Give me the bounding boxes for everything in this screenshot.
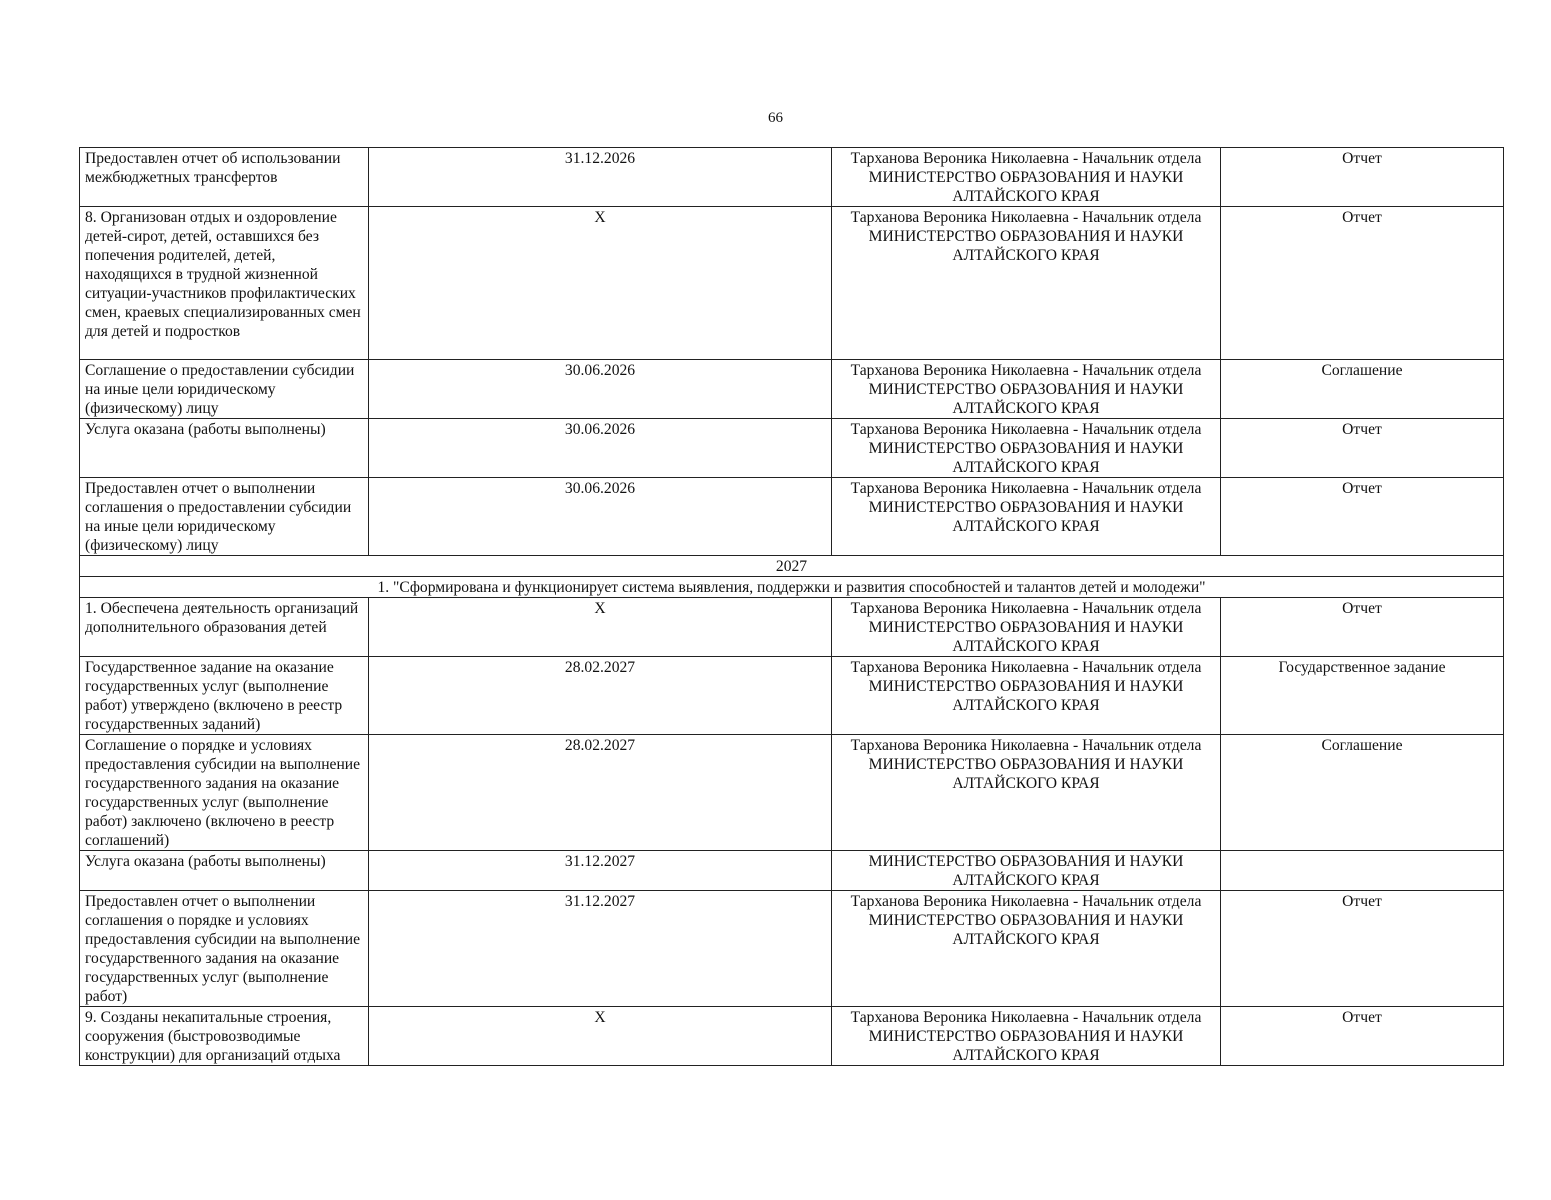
page-number: 66	[768, 110, 783, 126]
deadline-date: 31.12.2026	[369, 148, 832, 207]
result-description: Соглашение о предоставлении субсидии на иные цели юридическому (физическому) лицу	[80, 360, 369, 419]
responsible-cell	[832, 1007, 1221, 1066]
responsible-ministry: МИНИСТЕРСТВО ОБРАЗОВАНИЯ И НАУКИ АЛТАЙСКОГО КРАЯ	[868, 1028, 1184, 1064]
responsible-person: Тарханова Вероника Николаевна - Начальник отдела	[850, 659, 1202, 676]
deadline-date: 30.06.2026	[369, 478, 832, 556]
document-type: Государственное задание	[1221, 657, 1504, 735]
table-row	[80, 657, 1504, 735]
responsible-ministry: МИНИСТЕРСТВО ОБРАЗОВАНИЯ И НАУКИ АЛТАЙСКОГО КРАЯ	[868, 619, 1184, 655]
result-description: Предоставлен отчет о выполнении соглашения о порядке и условиях предоставления субсидии на выполнение государственного задания на оказание государственных услуг (выполнение работ)	[80, 891, 369, 1007]
responsible-cell	[832, 148, 1221, 207]
deadline-date: 28.02.2027	[369, 735, 832, 851]
table-row	[80, 419, 1504, 478]
document-type: Отчет	[1221, 207, 1504, 360]
responsible-person: Тарханова Вероника Николаевна - Начальник отдела	[850, 893, 1202, 910]
table-row	[80, 360, 1504, 419]
result-description: Соглашение о порядке и условиях предоставления субсидии на выполнение государственного задания на оказание государственных услуг (выполнение работ) заключено (включено в реестр соглашений)	[80, 735, 369, 851]
deadline-date: 28.02.2027	[369, 657, 832, 735]
responsible-cell	[832, 598, 1221, 657]
document-type: Отчет	[1221, 478, 1504, 556]
table-row	[80, 148, 1504, 207]
responsible-cell	[832, 478, 1221, 556]
section-heading: 1. "Сформирована и функционирует система выявления, поддержки и развития способностей и талантов детей и молодежи"	[80, 577, 1504, 598]
responsible-person: Тарханова Вероника Николаевна - Начальник отдела	[850, 421, 1202, 438]
deadline-date: 30.06.2026	[369, 419, 832, 478]
responsible-person: Тарханова Вероника Николаевна - Начальник отдела	[850, 737, 1202, 754]
table-row	[80, 851, 1504, 891]
document-type: Соглашение	[1221, 735, 1504, 851]
table-row	[80, 207, 1504, 360]
responsible-ministry: МИНИСТЕРСТВО ОБРАЗОВАНИЯ И НАУКИ АЛТАЙСКОГО КРАЯ	[868, 678, 1184, 714]
year-row	[80, 556, 1504, 577]
result-description: 9. Созданы некапитальные строения, сооружения (быстровозводимые конструкции) для организаций отдыха	[80, 1007, 369, 1066]
responsible-ministry: МИНИСТЕРСТВО ОБРАЗОВАНИЯ И НАУКИ АЛТАЙСКОГО КРАЯ	[868, 853, 1184, 889]
section-row	[80, 577, 1504, 598]
deadline-date: 31.12.2027	[369, 891, 832, 1007]
responsible-ministry: МИНИСТЕРСТВО ОБРАЗОВАНИЯ И НАУКИ АЛТАЙСКОГО КРАЯ	[868, 381, 1184, 417]
responsible-cell	[832, 207, 1221, 360]
responsible-ministry: МИНИСТЕРСТВО ОБРАЗОВАНИЯ И НАУКИ АЛТАЙСКОГО КРАЯ	[868, 440, 1184, 476]
result-description: 8. Организован отдых и оздоровление детей-сирот, детей, оставшихся без попечения родителей, детей, находящихся в трудной жизненной ситуации-участников профилактических смен, краевых специализированных смен для детей и подростков	[80, 207, 369, 360]
document-type: Отчет	[1221, 1007, 1504, 1066]
table-row	[80, 735, 1504, 851]
table-row	[80, 1007, 1504, 1066]
deadline-date: Х	[369, 207, 832, 360]
responsible-person: Тарханова Вероника Николаевна - Начальник отдела	[850, 480, 1202, 497]
responsible-person: Тарханова Вероника Николаевна - Начальник отдела	[850, 362, 1202, 379]
responsible-cell	[832, 735, 1221, 851]
responsible-cell	[832, 851, 1221, 891]
responsible-ministry: МИНИСТЕРСТВО ОБРАЗОВАНИЯ И НАУКИ АЛТАЙСКОГО КРАЯ	[868, 912, 1184, 948]
responsible-person: Тарханова Вероника Николаевна - Начальник отдела	[850, 209, 1202, 226]
document-type: Отчет	[1221, 891, 1504, 1007]
result-description: Государственное задание на оказание государственных услуг (выполнение работ) утверждено (включено в реестр государственных заданий)	[80, 657, 369, 735]
deadline-date: Х	[369, 1007, 832, 1066]
result-description: Предоставлен отчет об использовании межбюджетных трансфертов	[80, 148, 369, 207]
plan-table	[79, 147, 1504, 1066]
responsible-ministry: МИНИСТЕРСТВО ОБРАЗОВАНИЯ И НАУКИ АЛТАЙСКОГО КРАЯ	[868, 228, 1184, 264]
responsible-person: Тарханова Вероника Николаевна - Начальник отдела	[850, 600, 1202, 617]
responsible-cell	[832, 891, 1221, 1007]
document-type	[1221, 851, 1504, 891]
result-description: 1. Обеспечена деятельность организаций дополнительного образования детей	[80, 598, 369, 657]
deadline-date: 30.06.2026	[369, 360, 832, 419]
result-description: Предоставлен отчет о выполнении соглашения о предоставлении субсидии на иные цели юридическому (физическому) лицу	[80, 478, 369, 556]
table-row	[80, 478, 1504, 556]
responsible-person: Тарханова Вероника Николаевна - Начальник отдела	[850, 150, 1202, 167]
responsible-ministry: МИНИСТЕРСТВО ОБРАЗОВАНИЯ И НАУКИ АЛТАЙСКОГО КРАЯ	[868, 756, 1184, 792]
responsible-person: Тарханова Вероника Николаевна - Начальник отдела	[850, 1009, 1202, 1026]
deadline-date: 31.12.2027	[369, 851, 832, 891]
responsible-ministry: МИНИСТЕРСТВО ОБРАЗОВАНИЯ И НАУКИ АЛТАЙСКОГО КРАЯ	[868, 169, 1184, 205]
result-description: Услуга оказана (работы выполнены)	[80, 419, 369, 478]
table-row	[80, 598, 1504, 657]
document-type: Отчет	[1221, 148, 1504, 207]
responsible-cell	[832, 419, 1221, 478]
responsible-cell	[832, 657, 1221, 735]
document-type: Отчет	[1221, 419, 1504, 478]
document-type: Соглашение	[1221, 360, 1504, 419]
document-type: Отчет	[1221, 598, 1504, 657]
deadline-date: Х	[369, 598, 832, 657]
result-description: Услуга оказана (работы выполнены)	[80, 851, 369, 891]
year-heading: 2027	[80, 556, 1504, 577]
responsible-ministry: МИНИСТЕРСТВО ОБРАЗОВАНИЯ И НАУКИ АЛТАЙСКОГО КРАЯ	[868, 499, 1184, 535]
table-row	[80, 891, 1504, 1007]
responsible-cell	[832, 360, 1221, 419]
